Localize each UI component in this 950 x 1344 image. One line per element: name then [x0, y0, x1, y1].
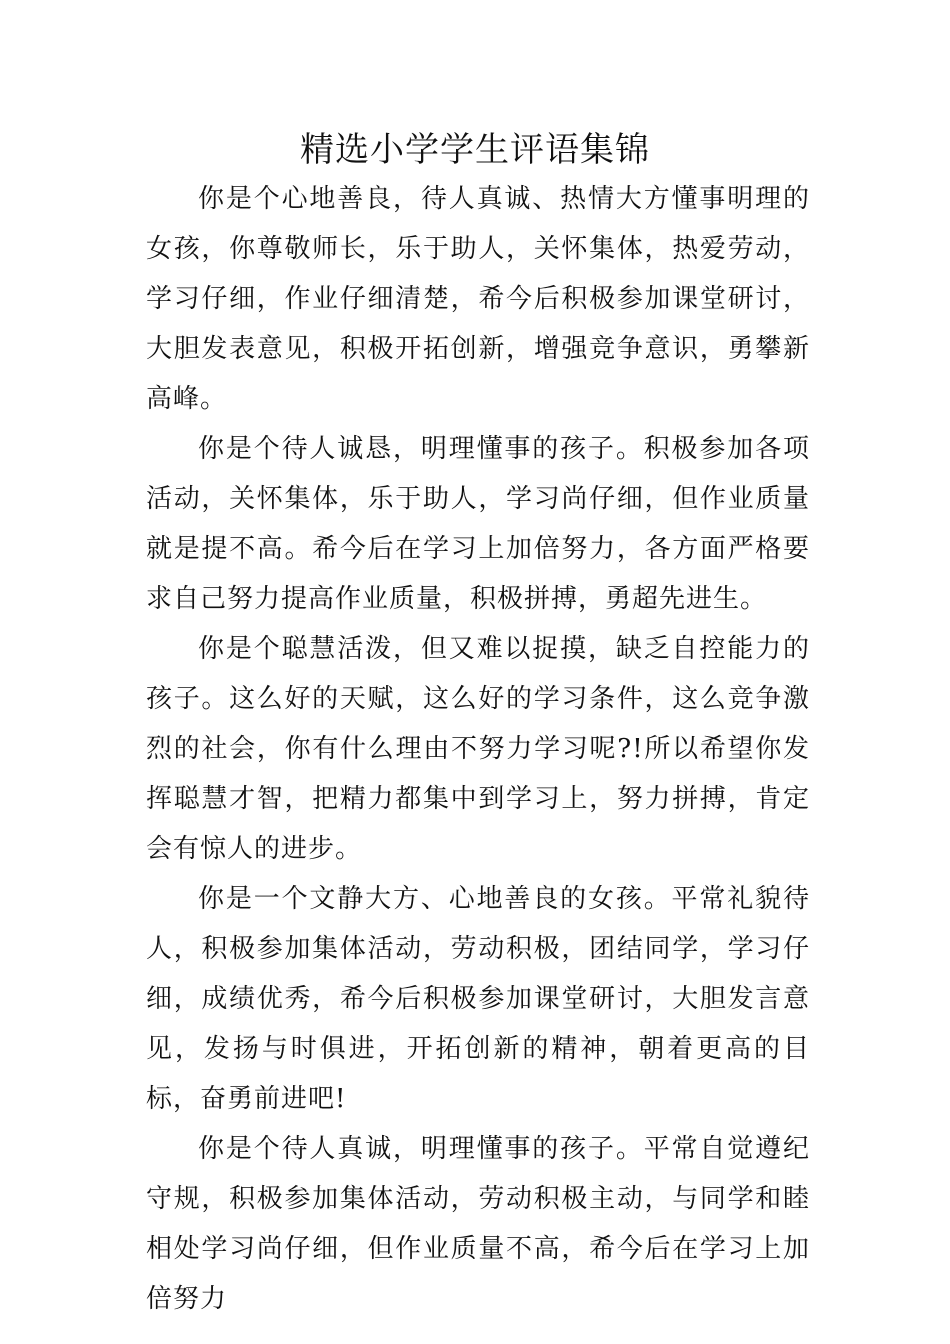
paragraph-4: 你是一个文静大方、心地善良的女孩。平常礼貌待人，积极参加集体活动，劳动积极，团结同学，学习仔细，成绩优秀，希今后积极参加课堂研讨，大胆发言意见，发扬与时俱进，开拓创新的精神，朝着更高的目标，奋勇前进吧! — [146, 884, 810, 1114]
document-body — [146, 174, 810, 1324]
document-title: 精选小学学生评语集锦 — [300, 130, 650, 170]
paragraph-5: 你是个待人真诚，明理懂事的孩子。平常自觉遵纪守规，积极参加集体活动，劳动积极主动，与同学和睦相处学习尚仔细，但作业质量不高，希今后在学习上加倍努力 — [146, 1134, 810, 1314]
paragraph-2: 你是个待人诚恳，明理懂事的孩子。积极参加各项活动，关怀集体，乐于助人，学习尚仔细，但作业质量就是提不高。希今后在学习上加倍努力，各方面严格要求自己努力提高作业质量，积极拼搏，勇超先进生。 — [146, 434, 810, 614]
paragraph-3: 你是个聪慧活泼，但又难以捉摸，缺乏自控能力的孩子。这么好的天赋，这么好的学习条件，这么竞争激烈的社会，你有什么理由不努力学习呢?!所以希望你发挥聪慧才智，把精力都集中到学习上，努力拼搏，肯定会有惊人的进步。 — [146, 634, 810, 864]
paragraph-1: 你是个心地善良，待人真诚、热情大方懂事明理的女孩，你尊敬师长，乐于助人，关怀集体，热爱劳动，学习仔细，作业仔细清楚，希今后积极参加课堂研讨，大胆发表意见，积极开拓创新，增强竞争意识，勇攀新高峰。 — [146, 184, 810, 414]
